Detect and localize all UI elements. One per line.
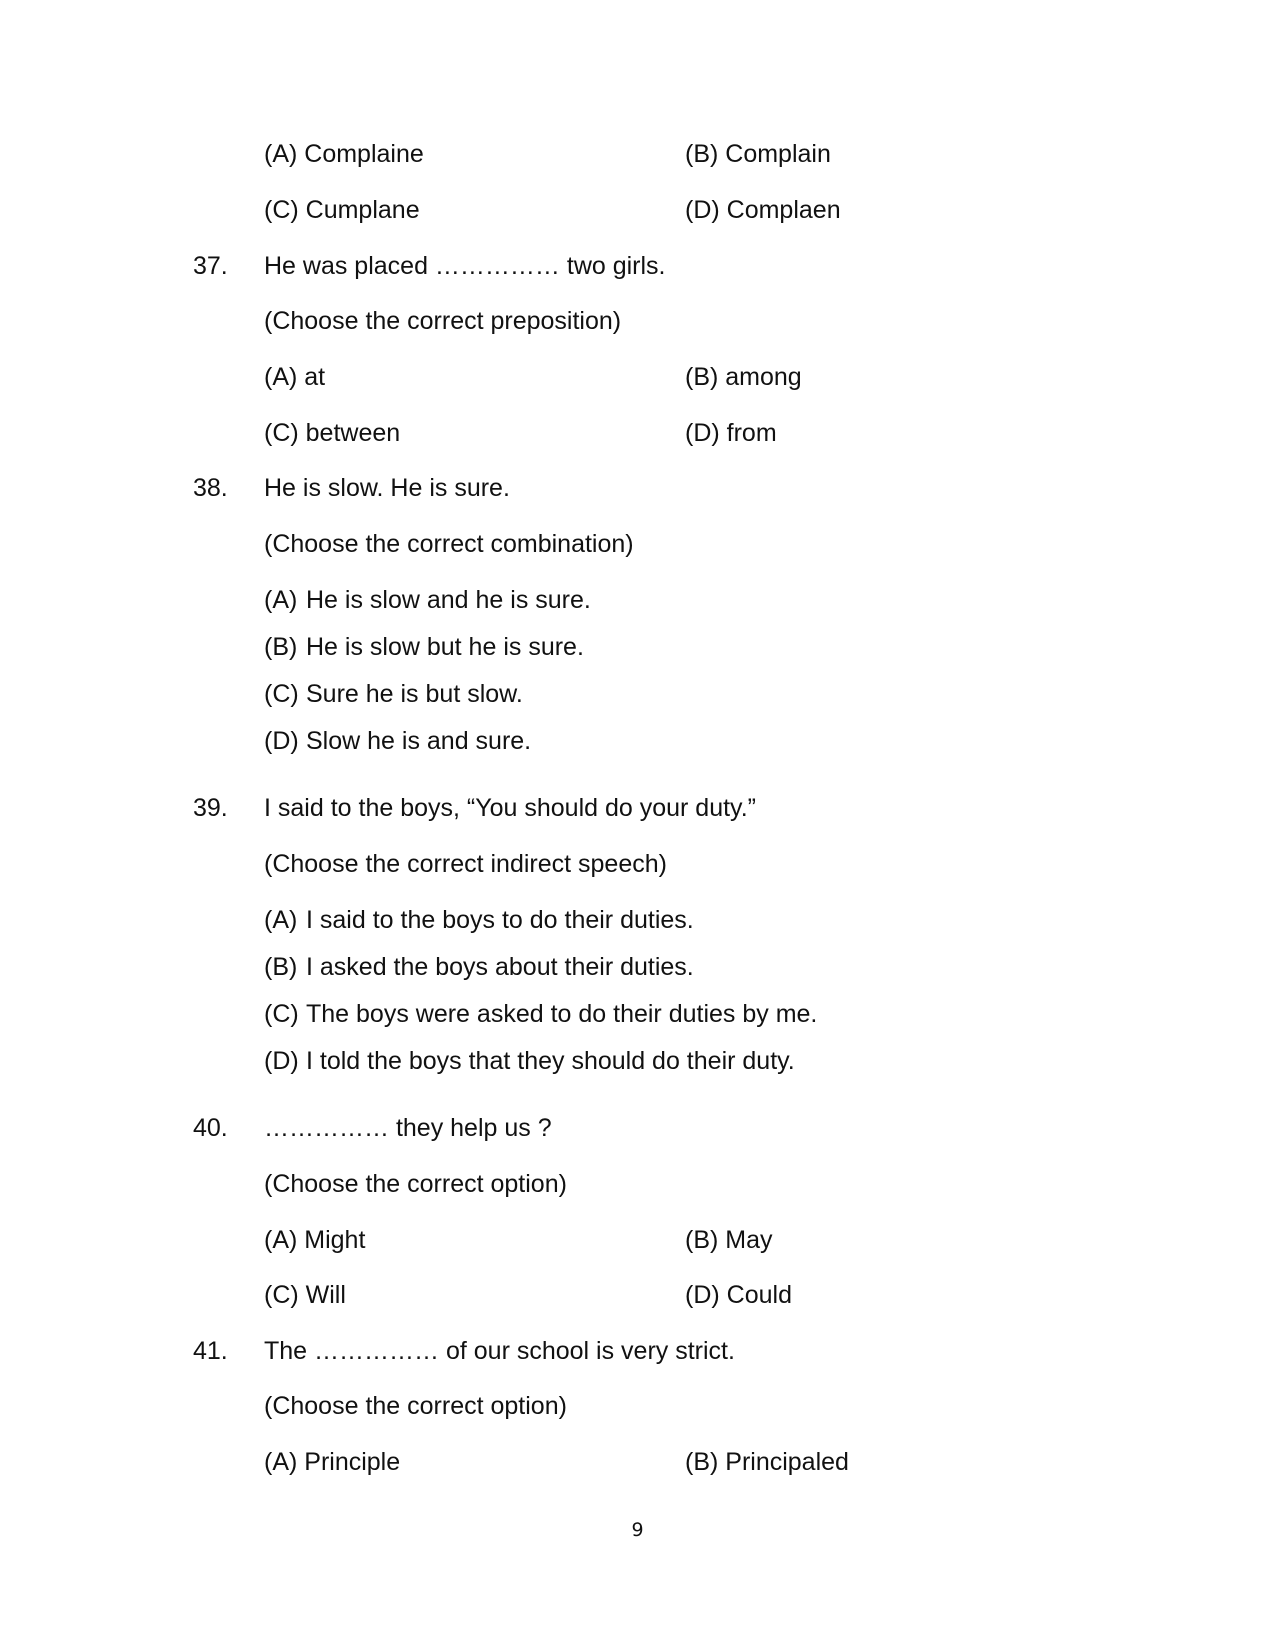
q40-option-d: (D) Could (685, 1281, 792, 1309)
q38-option-a-label: (A) (264, 586, 298, 614)
q38-option-b (264, 632, 584, 662)
q39-option-c-label: (C) (264, 1000, 299, 1028)
q39-instruction: (Choose the correct indirect speech) (264, 850, 667, 878)
q37-number: 37. (193, 252, 228, 280)
q39-option-a-label: (A) (264, 906, 298, 934)
q38-option-a-text: He is slow and he is sure. (306, 586, 591, 614)
q37-option-a: (A) at (264, 363, 326, 391)
q39-option-b-label: (B) (264, 953, 298, 981)
q41-instruction: (Choose the correct option) (264, 1392, 567, 1420)
q37-stem: He was placed …………… two girls. (264, 252, 666, 280)
q39-option-c (264, 999, 817, 1029)
q39-option-a (264, 905, 694, 935)
q36-option-d: (D) Complaen (685, 196, 841, 224)
q40-instruction: (Choose the correct option) (264, 1170, 567, 1198)
q39-option-d-text: I told the boys that they should do their duty. (306, 1047, 795, 1075)
q40-option-a: (A) Might (264, 1226, 366, 1254)
q38-option-c (264, 679, 523, 709)
q38-option-d-label: (D) (264, 727, 299, 755)
q41-option-a: (A) Principle (264, 1448, 401, 1476)
q41-stem: The …………… of our school is very strict. (264, 1337, 735, 1365)
q38-option-d-text: Slow he is and sure. (306, 727, 532, 755)
q38-option-a (264, 585, 591, 615)
q39-stem: I said to the boys, “You should do your duty.” (264, 794, 756, 822)
q39-option-b-text: I asked the boys about their duties. (306, 953, 694, 981)
q39-option-c-text: The boys were asked to do their duties by me. (306, 1000, 818, 1028)
q37-instruction: (Choose the correct preposition) (264, 307, 622, 335)
q36-option-a: (A) Complaine (264, 140, 424, 168)
q36-option-c: (C) Cumplane (264, 196, 420, 224)
q40-option-b: (B) May (685, 1226, 773, 1254)
page-number: 9 (631, 1519, 644, 1541)
q38-option-b-label: (B) (264, 633, 298, 661)
q40-option-c: (C) Will (264, 1281, 346, 1309)
q38-instruction: (Choose the correct combination) (264, 530, 634, 558)
q36-option-b: (B) Complain (685, 140, 831, 168)
q39-option-a-text: I said to the boys to do their duties. (306, 906, 694, 934)
q38-option-c-text: Sure he is but slow. (306, 680, 523, 708)
q39-option-d-label: (D) (264, 1047, 299, 1075)
q38-stem: He is slow. He is sure. (264, 474, 510, 502)
q41-number: 41. (193, 1337, 228, 1365)
q38-option-d (264, 726, 531, 756)
q38-option-c-label: (C) (264, 680, 299, 708)
q37-option-c: (C) between (264, 419, 401, 447)
q39-option-d (264, 1046, 795, 1076)
q39-option-b (264, 952, 694, 982)
q37-option-d: (D) from (685, 419, 777, 447)
q41-option-b: (B) Principaled (685, 1448, 849, 1476)
q40-stem: …………… they help us ? (264, 1114, 552, 1142)
q37-option-b: (B) among (685, 363, 802, 391)
q38-number: 38. (193, 474, 228, 502)
q40-number: 40. (193, 1114, 228, 1142)
q38-option-b-text: He is slow but he is sure. (306, 633, 584, 661)
q39-number: 39. (193, 794, 228, 822)
